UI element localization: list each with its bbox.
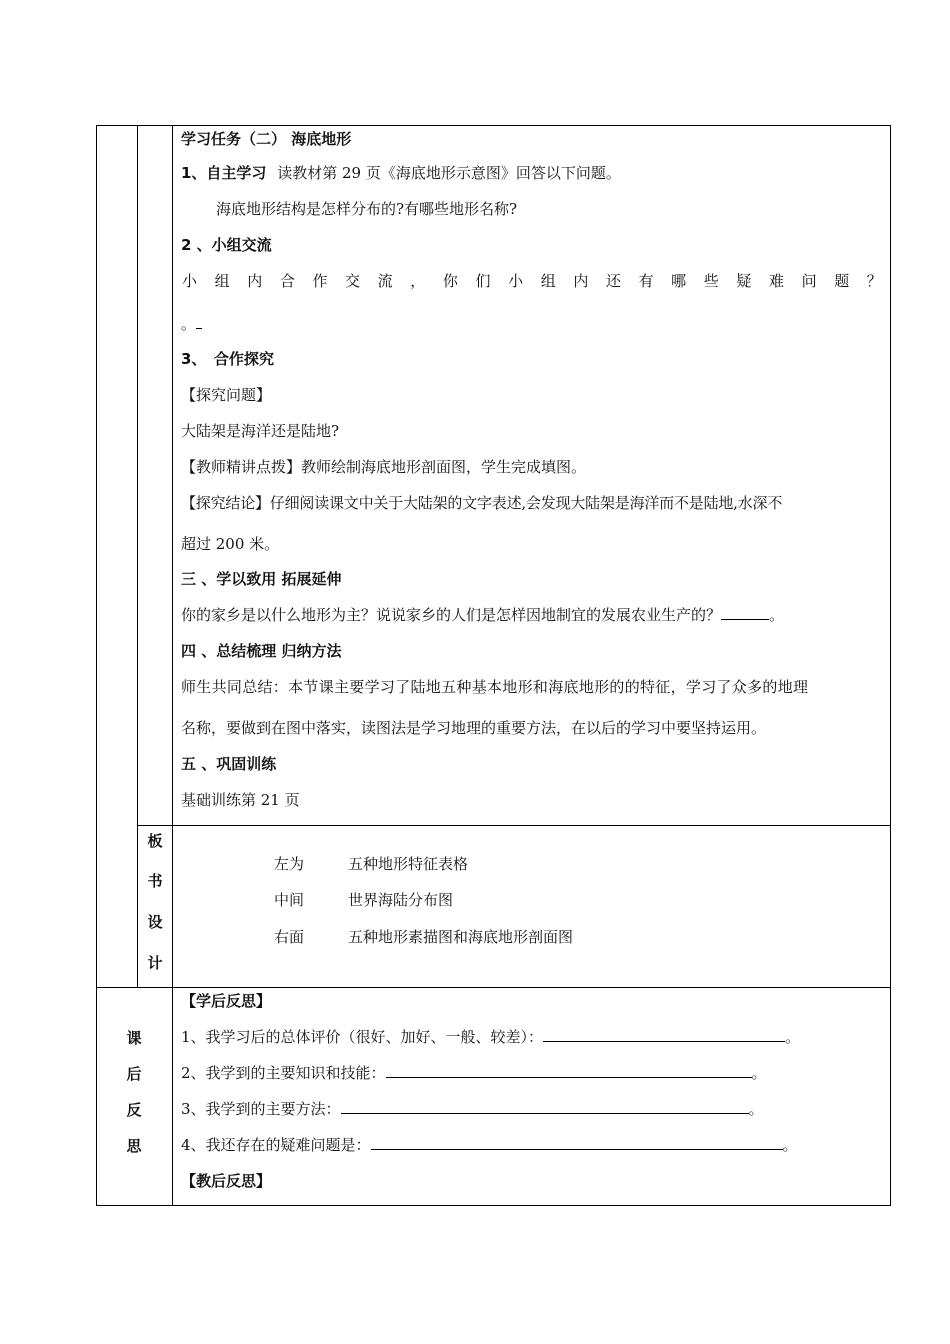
reflection-label-1: 课: [126, 1029, 142, 1047]
reflection-item-2-blank[interactable]: [386, 1063, 752, 1078]
reflection-item-4: [181, 1135, 798, 1155]
explore-problem-label: 【探究问题】: [181, 386, 272, 404]
section3-question: [181, 605, 784, 625]
group-question-char: 小: [508, 272, 524, 290]
teacher-reflection-heading: 【教后反思】: [181, 1172, 272, 1190]
section3-answer-blank[interactable]: [721, 605, 769, 620]
explore-problem-text: 大陆架是海洋还是陆地?: [181, 422, 340, 440]
group-question-char: 哪: [671, 272, 687, 290]
group-question-char: 还: [605, 272, 621, 290]
student-reflection-heading: 【学后反思】: [181, 992, 272, 1010]
board-label-3: 设: [147, 913, 163, 931]
reflection-item-4-text: 4、我还存在的疑难问题是：: [181, 1136, 371, 1154]
table-top-border: [96, 125, 891, 126]
summary-line2: 名称，要做到在图中落实，读图法是学习地理的重要方法，在以后的学习中要坚持运用。: [181, 719, 767, 737]
section3-heading: 三 、学以致用 拓展延伸: [181, 570, 342, 588]
reflection-item-2-text: 2、我学到的主要知识和技能：: [181, 1064, 386, 1082]
group-question-char: 流: [377, 272, 393, 290]
board-row-left-pos: 左为: [274, 855, 305, 873]
board-row-middle-content: 世界海陆分布图: [348, 891, 454, 909]
reflection-item-4-end: 。: [782, 1136, 798, 1154]
reflection-item-3-text: 3、我学到的主要方法：: [181, 1100, 341, 1118]
board-section-top-border: [137, 825, 891, 826]
reflection-item-2: [181, 1063, 767, 1083]
group-question-char: 题: [834, 272, 850, 290]
reflection-item-2-end: 。: [751, 1064, 767, 1082]
group-question-char: ？: [866, 272, 882, 290]
cooperative-inquiry-label: 3、 合作探究: [181, 350, 274, 368]
summary-line1: 师生共同总结：本节课主要学习了陆地五种基本地形和海底地形的的特征，学习了众多的地理: [181, 678, 809, 696]
reflection-label-2: 后: [126, 1065, 142, 1083]
section3-text: 你的家乡是以什么地形为主？说说家乡的人们是怎样因地制宜的发展农业生产的？: [181, 606, 722, 624]
self-study-line: [181, 163, 621, 183]
inner-column-divider: [172, 125, 173, 1206]
group-exchange-label: 2 、小组交流: [181, 236, 272, 254]
teacher-guidance: 【教师精讲点拨】教师绘制海底地形剖面图，学生完成填图。: [181, 458, 587, 476]
group-question-char: 你: [442, 272, 458, 290]
group-question-char: 小: [182, 272, 198, 290]
reflection-item-3-end: 。: [748, 1100, 764, 1118]
group-question-char: 些: [703, 272, 719, 290]
reflection-label-3: 反: [126, 1101, 142, 1119]
group-question-char: 合: [279, 272, 295, 290]
board-row-middle-pos: 中间: [274, 891, 305, 909]
group-question-char: 交: [345, 272, 361, 290]
reflection-item-1-blank[interactable]: [543, 1027, 785, 1042]
group-question-char: 内: [247, 272, 263, 290]
board-row-right-content: 五种地形素描图和海底地形剖面图: [348, 928, 574, 946]
reflection-item-1-end: 。: [785, 1028, 801, 1046]
table-left-border: [96, 125, 97, 1206]
board-label-2: 书: [147, 872, 163, 890]
answer-blank[interactable]: [196, 314, 202, 329]
reflection-item-4-blank[interactable]: [371, 1135, 783, 1150]
group-question-char: 疑: [736, 272, 752, 290]
group-question-char: 组: [540, 272, 556, 290]
self-study-text: 读教材第 29 页《海底地形示意图》回答以下问题。: [277, 164, 621, 182]
seabed-question: 海底地形结构是怎样分布的?有哪些地形名称?: [216, 200, 518, 218]
group-question-char: 们: [475, 272, 491, 290]
board-row-left-content: 五种地形特征表格: [348, 855, 469, 873]
board-row-right-pos: 右面: [274, 928, 305, 946]
group-question-char: 作: [312, 272, 328, 290]
reflection-item-1: [181, 1027, 800, 1047]
task2-title: 学习任务（二） 海底地形: [181, 130, 352, 148]
group-exchange-answer-blank: [181, 314, 202, 334]
group-question-char: 难: [768, 272, 784, 290]
self-study-label: 1、自主学习: [181, 164, 267, 182]
board-label-4: 计: [147, 954, 163, 972]
group-question-char: 组: [214, 272, 230, 290]
section3-end: 。: [769, 606, 785, 624]
group-exchange-question: [182, 271, 882, 291]
group-exchange-end: 。: [181, 315, 197, 333]
table-right-border: [890, 125, 891, 1206]
outer-column-divider: [137, 125, 138, 988]
reflection-item-3: [181, 1099, 764, 1119]
section5-text: 基础训练第 21 页: [181, 791, 300, 809]
reflection-label-4: 思: [126, 1137, 142, 1155]
group-question-char: 问: [801, 272, 817, 290]
section5-heading: 五 、巩固训练: [181, 755, 277, 773]
group-question-char: ，: [410, 272, 426, 290]
reflection-section-top-border: [96, 987, 891, 988]
explore-conclusion-line2: 超过 200 米。: [181, 535, 280, 553]
group-question-char: 有: [638, 272, 654, 290]
board-label-1: 板: [147, 832, 163, 850]
table-bottom-border: [96, 1205, 891, 1206]
reflection-item-1-text: 1、我学习后的总体评价（很好、加好、一般、较差）：: [181, 1028, 544, 1046]
reflection-item-3-blank[interactable]: [341, 1099, 749, 1114]
group-question-char: 内: [573, 272, 589, 290]
section4-heading: 四 、总结梳理 归纳方法: [181, 642, 342, 660]
explore-conclusion-line1: 【探究结论】仔细阅读课文中关于大陆架的文字表述,会发现大陆架是海洋而不是陆地,水深不: [181, 494, 783, 512]
